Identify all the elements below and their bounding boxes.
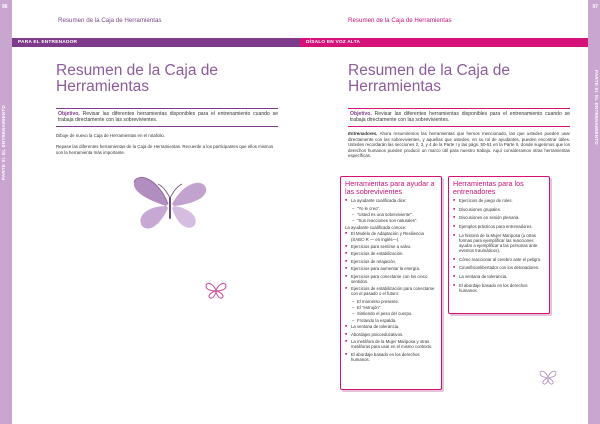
list-item: – El momento presente. xyxy=(345,299,437,304)
list-item: ■ El Modelo de Adaptación y Resiliencia (SABC-R — en inglés—). xyxy=(345,231,437,241)
right-margin-strip xyxy=(588,0,600,424)
list-item: ■ Ejemplos prácticos para entrenadores. xyxy=(453,224,545,229)
section-bar: DÍSALO EN VOZ ALTA xyxy=(300,38,588,47)
list-item: ■ El abordaje basado en los derechos humanos. xyxy=(453,283,545,293)
list-item: ■ Cómo reaccionar al cerebro ante el peligro. xyxy=(453,257,545,262)
survivor-tools-box xyxy=(340,176,442,390)
list-item: – "Yo le creo". xyxy=(345,206,437,211)
page-title: Resumen de la Caja de Herramientas xyxy=(56,62,218,95)
page-number: 97 xyxy=(592,4,598,10)
list-item: – El "estrujón". xyxy=(345,305,437,310)
strip-label: PARTE III. EL ENTRENAMIENTO xyxy=(1,105,6,180)
objective-text: Revisar las diferentes herramientas disponibles para el entrenamiento cuando se trabaja directamente con las sobrevivientes. xyxy=(350,111,570,124)
objective-box xyxy=(348,108,570,127)
list-item: ■ Abordajes psicoeducativos. xyxy=(345,332,437,337)
page-number: 96 xyxy=(2,4,8,10)
objective-text: Revisar las diferentes herramientas disponibles para el entrenamiento cuando se trabaja directamente con las sobrevivientes. xyxy=(58,111,278,124)
intro-text: Ahora resumiremos las herramientas que hemos mencionado, las que ustedes pueden usar directamente con las sobrevivientes, y aquellas que ustedes, en su rol de ayudantes, pueden encontrar útiles. Ustedes recordarán las secciones 2, 3, y 4 de la Parte I y las págs. 50-51 en la Parte II, donde sugerimos que los derechos humanos pueden producir un marco útil para nuestro trabajo. Aquí consideramos otras herramientas específicas. xyxy=(348,131,570,159)
section-bar: PARA EL ENTRENADOR xyxy=(12,38,300,47)
list-item: ■ Ejercicios de estabilización para conectarse con el pasado o el futuro: xyxy=(345,286,437,296)
list-item: ■ El abordaje basado en los derechos humanos. xyxy=(345,352,437,362)
list-item: ■ Discusiones en sesión plenaria. xyxy=(453,215,545,220)
list-item: ■ Discusiones grupales. xyxy=(453,207,545,212)
trainer-tools-box xyxy=(448,176,550,314)
list-item: ■ Cirunifisionlibertador con los detonadores. xyxy=(453,265,545,270)
right-page xyxy=(300,0,600,424)
butterfly-sketch-icon xyxy=(538,368,558,386)
box-title: Herramientas para los entrenadores xyxy=(453,179,524,196)
paragraph: Repase las diferentes herramientas de la Caja de Herramientas. Recuerde a los participantes que ellos mismos son la herramienta más importante. xyxy=(56,144,274,155)
list-item: ■ Ejercicios para conectarse con los cinco sentidos. xyxy=(345,274,437,284)
butterfly-small-icon xyxy=(204,280,228,300)
list-item: ■ Ejercicios de estabilización. xyxy=(345,251,437,256)
list-item: La ayudante cualificada conoce: xyxy=(345,224,407,230)
list-item: – "Usted es una sobreviviente". xyxy=(345,212,437,217)
survivor-tools-list xyxy=(345,198,437,362)
paragraph: Dibuje de nuevo la Caja de Herramientas en el rotafolio. xyxy=(56,133,166,138)
butterfly-large-icon xyxy=(130,168,210,238)
objective-label: Objetivo. xyxy=(350,111,372,117)
list-item: ■ Ejercicios para sentirse a salvo. xyxy=(345,244,437,249)
running-title: Resumen de la Caja de Herramientas xyxy=(348,17,452,24)
list-item: – Sintiendo el peso del cuerpo. xyxy=(345,311,437,316)
list-item: ■ Ejercicios para aumentar la energía. xyxy=(345,266,437,271)
trainer-tools-list xyxy=(453,198,545,293)
intro-label: Entrenadores. xyxy=(348,131,378,136)
list-item: ■ La metáfora de la Mujer Mariposa y otras metáforas para usar en el mismo contexto. xyxy=(345,339,437,349)
objective-label: Objetivo. xyxy=(58,111,80,117)
intro-paragraph xyxy=(348,131,570,159)
list-item: ■ La ventana de tolerancia. xyxy=(453,274,545,279)
list-item: ■ La ayudante cualificada dice: xyxy=(345,198,437,203)
list-item: ■ Ejercicios de relajación. xyxy=(345,259,437,264)
left-margin-strip xyxy=(0,0,12,424)
list-item: ■ Ejercicios de juego de roles. xyxy=(453,198,545,203)
list-item: – "Sus reacciones son naturales". xyxy=(345,218,437,223)
list-item: ■ La ventana de tolerancia. xyxy=(345,324,437,329)
list-item: – Frotando la espalda. xyxy=(345,318,437,323)
box-title: Herramientas para ayudar a las sobrevivientes xyxy=(345,179,435,196)
objective-box xyxy=(56,108,278,127)
page-title: Resumen de la Caja de Herramientas xyxy=(348,62,510,95)
running-title: Resumen de la Caja de Herramientas xyxy=(58,17,162,24)
list-item: ■ La historia de la Mujer Mariposa (u otras formas para ejemplificar las reacciones ayudar a ejemplificar a las personas ante eventos traumáticos). xyxy=(453,233,545,254)
strip-label: PARTE III. EL ENTRENAMIENTO xyxy=(594,70,599,145)
